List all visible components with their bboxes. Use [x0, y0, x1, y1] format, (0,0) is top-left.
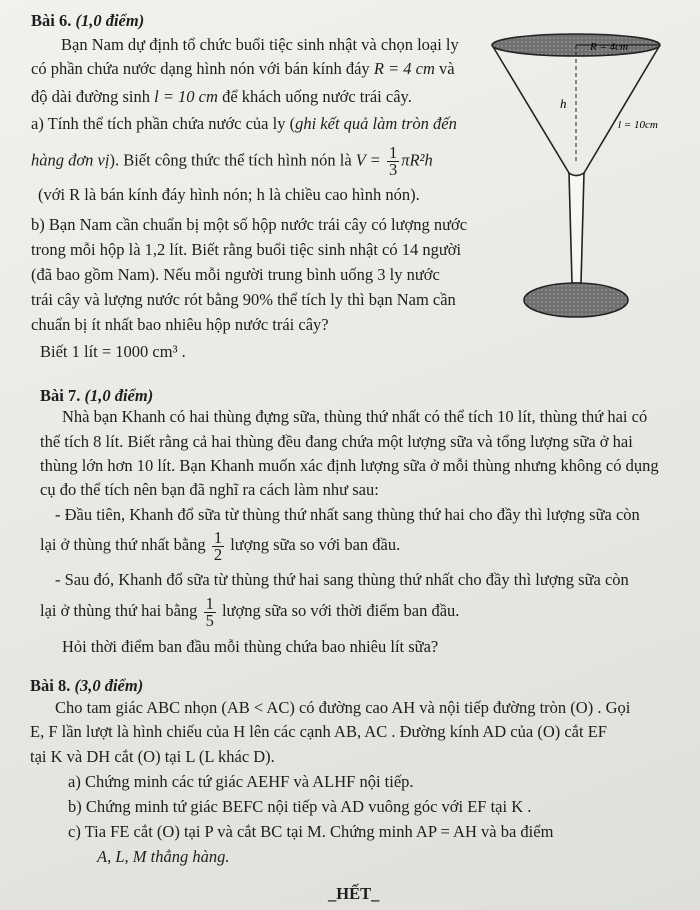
bai8-para-line3: tại K và DH cắt (O) tại L (L khác D). [30, 747, 275, 766]
bai7-step2-fraction [204, 593, 216, 630]
bai7-points: (1,0 điểm) [84, 386, 154, 405]
bai6-title: Bài 6. [31, 11, 72, 30]
bai7-para-line3: thùng lớn hơn 10 lít. Bạn Khanh muốn xác định lượng sữa ở mỗi thùng nhưng không có dụng [40, 456, 659, 475]
bai6-intro-end: để khách uống nước trái cây. [222, 87, 412, 106]
bai6-intro-text: có phần chứa nước dạng hình nón với bán kính đáy [31, 59, 370, 78]
bai7-heading [40, 386, 153, 406]
bai7-para-line4: cụ đo thể tích nên bạn đã nghĩ ra cách làm như sau: [40, 480, 379, 499]
bai6-intro-line3 [31, 87, 412, 107]
bai7-step1-fraction [212, 527, 224, 564]
bai7-step1-line1: - Đầu tiên, Khanh đổ sữa từ thùng thứ nhất sang thùng thứ hai cho đầy thì lượng sữa còn [55, 505, 640, 524]
bai7-para-line2: thể tích 8 lít. Biết rằng cả hai thùng đều đang chứa một lượng sữa và tổng lượng sữa ở hai [40, 432, 633, 451]
bai6-part-b-line3: (đã bao gồm Nam). Nếu mỗi người trung bình uống 3 ly nước [31, 265, 440, 284]
bai6-heading [31, 11, 144, 31]
bai6-part-b-line6: Biết 1 lít = 1000 cm³ . [40, 342, 186, 361]
bai6-part-b-line4: trái cây và lượng nước rót bằng 90% thể tích ly thì bạn Nam cần [31, 290, 456, 309]
end-marker: _HẾT_ [328, 884, 380, 903]
bai6-part-b-line1: b) Bạn Nam cần chuẩn bị một số hộp nước trái cây có lượng nước [31, 215, 468, 234]
glass-base [524, 283, 628, 317]
bai6-slant-label: độ dài đường sinh [31, 87, 150, 106]
bai7-title: Bài 7. [40, 386, 81, 405]
bai6-a-text: a) Tính thể tích phần chứa nước của ly ( [31, 114, 296, 133]
bai8-part-c-line1: c) Tia FE cắt (O) tại P và cắt BC tại M. Chứng minh AP = AH và ba điểm [68, 822, 554, 841]
bai7-step1-den: 2 [213, 544, 223, 564]
bai8-title: Bài 8. [30, 676, 71, 695]
bai8-part-a: a) Chứng minh các tứ giác AEHF và ALHF nội tiếp. [68, 772, 414, 791]
bai7-step1-end: lượng sữa so với ban đầu. [230, 535, 401, 554]
bai6-intro-and: và [439, 59, 455, 78]
bai6-part-a-line3: (với R là bán kính đáy hình nón; h là chiều cao hình nón). [38, 185, 420, 204]
bai6-part-a-line1 [31, 114, 457, 134]
bai6-intro-line1: Bạn Nam dự định tổ chức buổi tiệc sinh nhật và chọn loại ly [61, 35, 459, 54]
bai7-para-line1: Nhà bạn Khanh có hai thùng đựng sữa, thùng thứ nhất có thể tích 10 lít, thùng thứ hai có [62, 407, 648, 426]
bai8-para-line2: E, F lần lượt là hình chiếu của H lên các cạnh AB, AC . Đường kính AD của (O) cắt EF [30, 722, 607, 741]
bai8-part-b: b) Chứng minh tứ giác BEFC nội tiếp và AD vuông góc với EF tại K . [68, 797, 532, 816]
bai6-formula-den: 3 [388, 160, 398, 179]
bai7-step2-line2 [40, 594, 459, 629]
bai7-step1-text: lại ở thùng thứ nhất bằng [40, 535, 206, 554]
bai6-formula-rhs: πR²h [401, 150, 433, 170]
bai7-step1-num: 1 [213, 527, 223, 547]
glass-label-l: l = 10cm [618, 119, 658, 131]
bai7-step1-line2 [40, 528, 400, 563]
bai6-part-a-line2 [31, 145, 433, 178]
bai6-intro-line2 [31, 59, 455, 79]
bai6-slant: l = 10 cm [154, 87, 218, 106]
glass-label-r: R = 4cm [590, 41, 628, 53]
glass-label-h: h [560, 96, 567, 111]
bai8-points: (3,0 điểm) [74, 676, 144, 695]
bai6-formula-lhs: V = [355, 150, 381, 170]
glass-stem [569, 173, 584, 283]
cone-glass-figure [480, 28, 670, 328]
glass-left-side [492, 45, 569, 173]
bai8-para-line1: Cho tam giác ABC nhọn (AB < AC) có đường cao AH và nội tiếp đường tròn (O) . Gọi [55, 698, 631, 717]
bai7-step2-text: lại ở thùng thứ hai bằng [40, 601, 198, 620]
bai7-question: Hỏi thời điểm ban đầu mỗi thùng chứa bao nhiêu lít sữa? [62, 637, 439, 656]
bai7-step2-end: lượng sữa so với thời điểm ban đầu. [221, 601, 460, 620]
bai6-formula-fraction [387, 145, 399, 178]
bai6-points: (1,0 điểm) [75, 11, 145, 30]
bai8-part-c-line2: A, L, M thẳng hàng. [97, 847, 230, 866]
bai7-step2-line1: - Sau đó, Khanh đổ sữa từ thùng thứ hai sang thùng thứ nhất cho đầy thì lượng sữa còn [55, 570, 629, 589]
bai6-a-unit: hàng đơn vị [31, 150, 110, 170]
bai7-step2-den: 5 [205, 610, 214, 630]
bai6-a-rounding: ghi kết quả làm tròn đến [295, 114, 457, 133]
glass-right-side [584, 45, 660, 173]
bai8-heading [30, 676, 143, 696]
bai6-part-b-line5: chuẩn bị ít nhất bao nhiêu hộp nước trái cây? [31, 315, 329, 334]
bai6-radius: R = 4 cm [373, 59, 435, 78]
bai7-step2-num: 1 [205, 593, 214, 613]
bai6-part-b-line2: trong mỗi hộp là 1,2 lít. Biết rằng buổi tiệc sinh nhật có 14 người [31, 240, 462, 259]
bai6-a-formula-intro: ). Biết công thức thể tích hình nón là [109, 150, 352, 170]
bai6-formula-num: 1 [388, 143, 398, 162]
